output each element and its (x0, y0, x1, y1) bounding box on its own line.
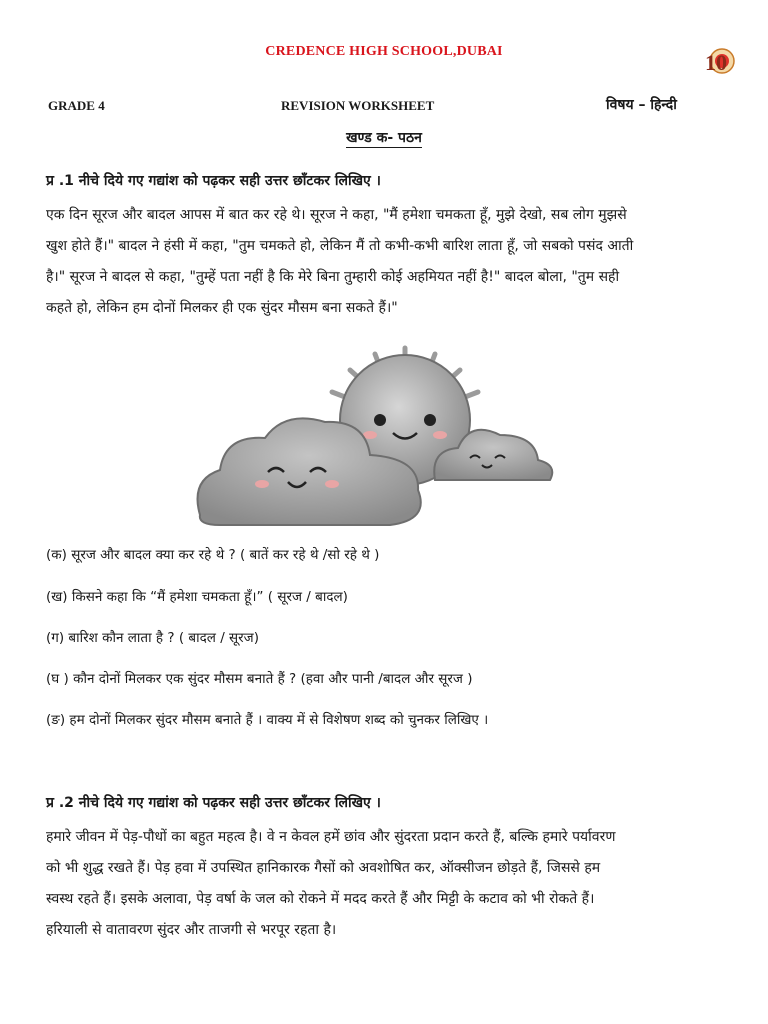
section-title-text: खण्ड क- पठन (346, 130, 422, 146)
section-title (0, 128, 768, 147)
passage-line: खुश होते हैं।" बादल ने हंसी में कहा, "तुम चमकते हो, लेकिन मैं तो कभी-कभी बारिश लाता हूँ, जो सबको पसंद आती (46, 238, 634, 254)
question-1-a: (क) सूरज और बादल क्या कर रहे थे ? ( बातें कर रहे थे /सो रहे थे ) (46, 547, 380, 563)
question-1-d: (घ ) कौन दोनों मिलकर एक सुंदर मौसम बनाते हैं ? (हवा और पानी /बादल और सूरज ) (46, 671, 473, 687)
school-logo (702, 44, 736, 78)
passage-line: स्वस्थ रहते हैं। इसके अलावा, पेड़ वर्षा के जल को रोकने में मदद करते हैं और मिट्टी के कटाव को भी रोकते हैं। (46, 891, 595, 907)
logo-text: 10 (705, 50, 727, 75)
question-1-e: (ङ) हम दोनों मिलकर सुंदर मौसम बनाते हैं । वाक्य में से विशेषण शब्द को चुनकर लिखिए । (46, 712, 489, 728)
question-2-heading: प्र .2 नीचे दिये गए गद्यांश को पढ़कर सही उत्तर छाँटकर लिखिए । (46, 795, 381, 811)
sun-cloud-illustration (190, 340, 560, 530)
passage-line: हरियाली से वातावरण सुंदर और ताजगी से भरपूर रहता है। (46, 922, 337, 938)
question-1-b: (ख) किसने कहा कि “मैं हमेशा चमकता हूँ।” ( सूरज / बादल) (46, 589, 348, 605)
passage-line: है।" सूरज ने बादल से कहा, "तुम्हें पता नहीं है कि मेरे बिना तुम्हारी कोई अहमियत नहीं है!" बादल बोला, "तुम सही (46, 269, 620, 285)
question-1-heading: प्र .1 नीचे दिये गए गद्यांश को पढ़कर सही उत्तर छाँटकर लिखिए । (46, 173, 381, 189)
passage-line: को भी शुद्ध रखते हैं। पेड़ हवा में उपस्थित हानिकारक गैसों को अवशोषित कर, ऑक्सीजन छोड़ते हैं, जिससे हम (46, 860, 601, 876)
worksheet-title: REVISION WORKSHEET (281, 98, 435, 113)
subject-label: विषय – हिन्दी (606, 97, 677, 113)
question-1-c: (ग) बारिश कौन लाता है ? ( बादल / सूरज) (46, 630, 259, 646)
grade-label: GRADE 4 (48, 98, 105, 113)
passage-line: हमारे जीवन में पेड़-पौधों का बहुत महत्व है। वे न केवल हमें छांव और सुंदरता प्रदान करते हैं, बल्कि हमारे पर्यावरण (46, 829, 616, 845)
passage-line: एक दिन सूरज और बादल आपस में बात कर रहे थे। सूरज ने कहा, "मैं हमेशा चमकता हूँ, मुझे देखो, सब लोग मुझसे (46, 207, 627, 223)
passage-2 (46, 822, 726, 946)
passage-line: कहते हो, लेकिन हम दोनों मिलकर ही एक सुंदर मौसम बना सकते हैं।" (46, 300, 398, 316)
passage-1 (46, 200, 726, 324)
school-name: CREDENCE HIGH SCHOOL,DUBAI (265, 44, 503, 59)
